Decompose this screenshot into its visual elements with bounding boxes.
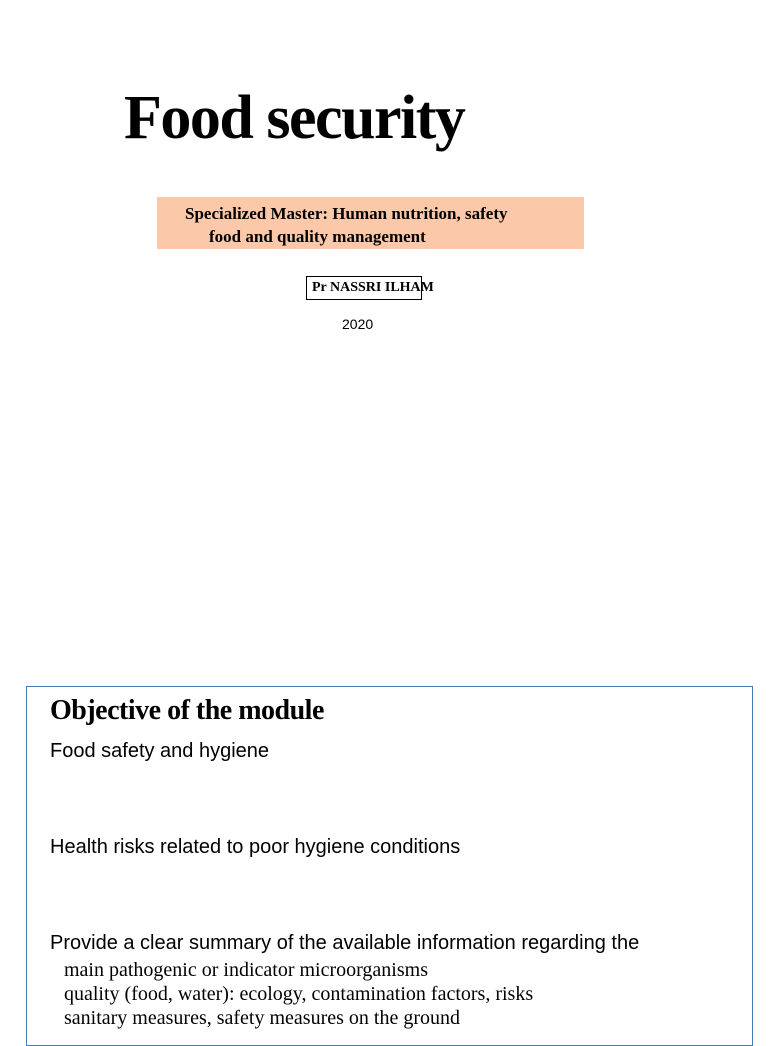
sub-list-item: quality (food, water): ecology, contamination factors, risks (64, 983, 534, 1005)
subtitle-line: food and quality management (209, 227, 426, 246)
sub-list-item: sanitary measures, safety measures on the ground (64, 1007, 460, 1029)
year-label: 2020 (342, 316, 374, 332)
objective-item: Health risks related to poor hygiene conditions (50, 836, 461, 858)
objective-item: Provide a clear summary of the available information regarding the (50, 932, 640, 954)
objective-item: Food safety and hygiene (50, 740, 270, 762)
subtitle-box (157, 197, 584, 249)
sub-list-item: main pathogenic or indicator microorganisms (64, 959, 428, 981)
objective-sub-list (64, 958, 533, 1030)
subtitle-line: Specialized Master: Human nutrition, safety (185, 204, 508, 223)
author-name: Pr NASSRI ILHAM (306, 276, 422, 300)
slide-title: Food security (124, 84, 465, 152)
objective-slide (26, 686, 753, 1046)
objective-heading: Objective of the module (50, 695, 324, 726)
